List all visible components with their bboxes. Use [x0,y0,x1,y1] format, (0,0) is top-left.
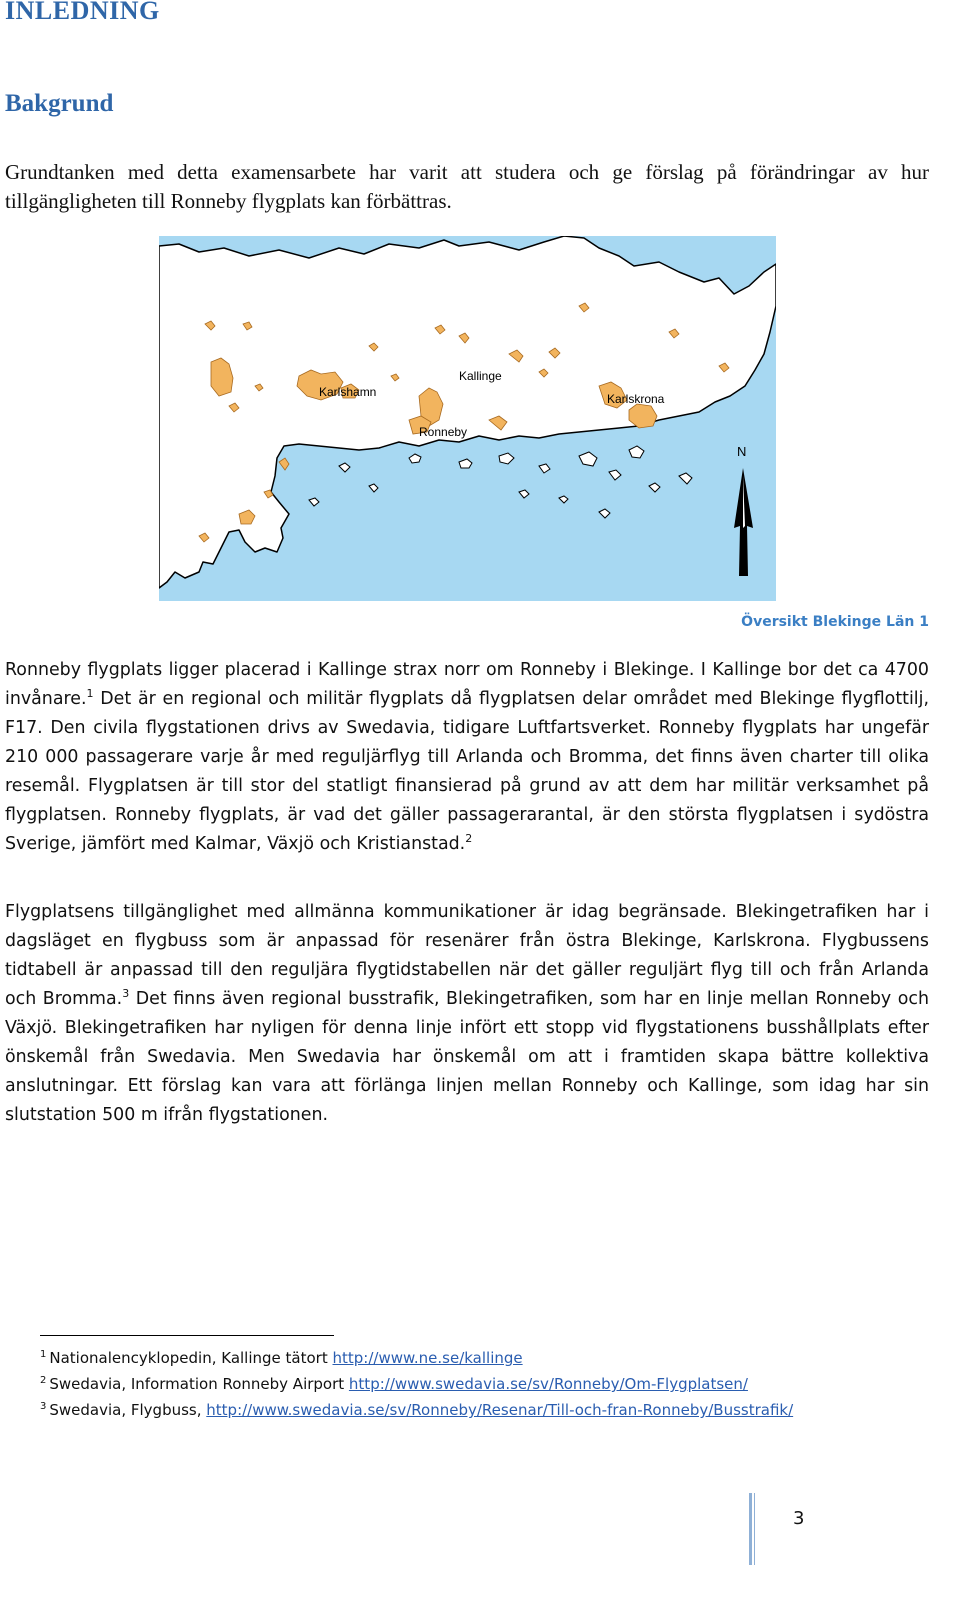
chapter-heading: INLEDNING [5,0,160,25]
footnote-ref: 2 [465,832,473,845]
footnote-ref: 1 [86,687,94,700]
footnote-1 [40,1349,523,1367]
label-karlskrona: Karlskrona [607,392,665,406]
label-north: N [737,444,747,459]
intro-paragraph: Grundtanken med detta examensarbete har varit att studera och ge förslag på förändringar av hur tillgängligheten till Ronneby flygplats kan förbättras. [5,160,929,213]
footnote-link[interactable]: http://www.swedavia.se/sv/Ronneby/Om-Flygplatsen/ [348,1375,748,1393]
footnote-link[interactable]: http://www.ne.se/kallinge [332,1349,523,1367]
footnote-3 [40,1401,793,1419]
footnote-separator [40,1335,334,1336]
label-ronneby: Ronneby [419,425,468,439]
footnote-2 [40,1375,748,1393]
page-number-bar [754,1493,755,1565]
paragraph-text: Ronneby flygplats ligger placerad i Kallinge strax norr om Ronneby i Blekinge. I Kallinge bor det ca 4700 invånare. [5,660,929,709]
figure-caption: Översikt Blekinge Län 1 [741,614,929,630]
footnote-number: 2 [40,1375,47,1386]
footnote-text: Nationalencyklopedin, Kallinge tätort [49,1349,333,1367]
footnote-ref: 3 [122,987,130,1000]
label-karlshamn: Karlshamn [319,385,377,399]
paragraph-accessibility [5,898,929,1130]
paragraph-text: Det finns även regional busstrafik, Blekingetrafiken, som har en linje mellan Ronneby och Växjö. Blekingetrafiken har nyligen för denna linje infört ett stopp vid flygstationens busshållplats efter önskemål från Swedavia. Men Swedavia har önskemål om att i framtiden skapa bättre kollektiva anslutningar. Ett förslag kan vara att förlänga linjen mellan Ronneby och Kallinge, som idag har sin slutstation 500 m ifrån flygstationen. [5,989,930,1125]
section-heading: Bakgrund [5,90,114,117]
footnote-link[interactable]: http://www.swedavia.se/sv/Ronneby/Resenar/Till-och-fran-Ronneby/Busstrafik/ [206,1401,794,1419]
page-number-bar [749,1493,752,1565]
label-kallinge: Kallinge [459,369,502,383]
paragraph-airport-info [5,656,929,859]
footnote-number: 1 [40,1349,47,1360]
footnote-text: Swedavia, Information Ronneby Airport [49,1375,349,1393]
blekinge-map [159,236,776,601]
page-number: 3 [793,1508,805,1529]
footnote-text: Swedavia, Flygbuss, [49,1401,207,1419]
footnote-number: 3 [40,1401,47,1412]
map-svg [159,236,776,601]
paragraph-text: Flygplatsens tillgänglighet med allmänna kommunikationer är idag begränsade. Blekingetrafiken har i dagsläget en flygbuss som är anpassad för resenärer från östra Blekinge, Karlskrona. Flygbussens tidtabell är anpassad till den reguljära flygtidstabellen när det gäller reguljärt flyg till och från Arlanda och Bromma. [5,902,929,1009]
paragraph-text: Det är en regional och militär flygplats då flygplatsen delar området med Blekinge flygflottilj, F17. Den civila flygstationen drivs av Swedavia, tidigare Luftfartsverket. Ronneby flygplats har ungefär 210 000 passagerare varje år med reguljärflyg till Arlanda och Bromma, det finns även charter till olika resemål. Flygplatsen är till stor del statligt finansierad på grund av att dem har militär verksamhet på flygplatsen. Ronneby flygplats, är vad det gäller passagerarantal, är den största flygplatsen i sydöstra Sverige, jämfört med Kalmar, Växjö och Kristianstad. [5,689,929,854]
